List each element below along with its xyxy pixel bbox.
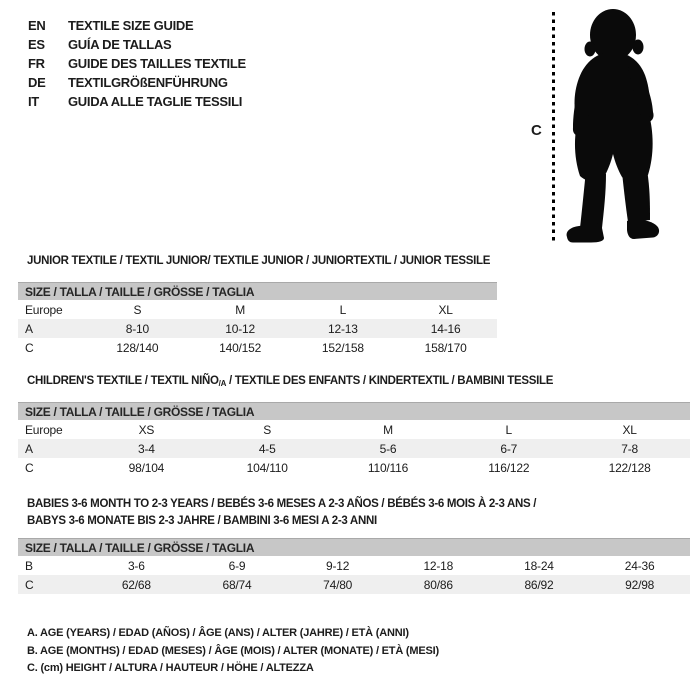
table-row-europe bbox=[18, 300, 497, 319]
lang-code: IT bbox=[28, 94, 39, 109]
cell: 74/80 bbox=[323, 577, 353, 592]
cell: 3-6 bbox=[127, 558, 145, 573]
title-text: CHILDREN'S TEXTILE / TEXTIL NIÑO bbox=[27, 375, 219, 387]
title-text: / TEXTILE DES ENFANTS / KINDERTEXTIL / BAMBINI TESSILE bbox=[226, 375, 554, 387]
cell: 80/86 bbox=[423, 577, 453, 592]
cell: 3-4 bbox=[138, 441, 155, 456]
cell: 122/128 bbox=[608, 460, 651, 475]
cell: 6-7 bbox=[500, 441, 518, 456]
row-label: C bbox=[25, 340, 34, 355]
row-label: B bbox=[25, 558, 33, 573]
table-row-age-years bbox=[18, 439, 690, 458]
cell: XL bbox=[622, 422, 637, 437]
lang-title: TEXTILGRÖßENFÜHRUNG bbox=[68, 75, 228, 90]
table-header-size: SIZE / TALLA / TAILLE / GRÖSSE / TAGLIA bbox=[18, 402, 690, 420]
cell: 140/152 bbox=[219, 340, 262, 355]
language-title-list bbox=[28, 16, 246, 111]
cell: 12-13 bbox=[328, 321, 358, 336]
cell: 5-6 bbox=[379, 441, 397, 456]
lang-code: ES bbox=[28, 37, 45, 52]
footnote-age-years: A. AGE (YEARS) / EDAD (AÑOS) / ÂGE (ANS) / ALTER (JAHRE) / ETÀ (ANNI) bbox=[27, 627, 409, 639]
lang-title: TEXTILE SIZE GUIDE bbox=[68, 18, 194, 33]
table-row-europe bbox=[18, 420, 690, 439]
lang-title: GUIDA ALLE TAGLIE TESSILI bbox=[68, 94, 243, 109]
lang-row-es bbox=[28, 35, 246, 54]
cell: 7-8 bbox=[621, 441, 638, 456]
cell: 4-5 bbox=[258, 441, 276, 456]
cell: XS bbox=[138, 422, 155, 437]
section-title-children bbox=[27, 373, 553, 392]
row-label: A bbox=[25, 441, 33, 456]
cell: 9-12 bbox=[326, 558, 350, 573]
cell: 18-24 bbox=[524, 558, 554, 573]
lang-title: GUIDE DES TAILLES TEXTILE bbox=[68, 56, 246, 71]
cell: S bbox=[263, 422, 272, 437]
cell: 68/74 bbox=[222, 577, 252, 592]
lang-row-en bbox=[28, 16, 246, 35]
cell: 98/104 bbox=[128, 460, 165, 475]
cell: S bbox=[133, 302, 142, 317]
cell: L bbox=[505, 422, 513, 437]
row-label: C bbox=[25, 577, 34, 592]
footnote-height: C. (cm) HEIGHT / ALTURA / HAUTEUR / HÖHE / ALTEZZA bbox=[27, 662, 314, 674]
cell: 128/140 bbox=[116, 340, 159, 355]
lang-row-de bbox=[28, 73, 246, 92]
section-title-babies-line1: BABIES 3-6 MONTH TO 2-3 YEARS / BEBÉS 3-6 MESES A 2-3 AÑOS / BÉBÉS 3-6 MOIS À 2-3 ANS / bbox=[27, 498, 537, 510]
cell: 12-18 bbox=[423, 558, 454, 573]
lang-row-it bbox=[28, 92, 246, 111]
cell: 10-12 bbox=[225, 321, 255, 336]
cell: 62/68 bbox=[121, 577, 151, 592]
cell: 158/170 bbox=[424, 340, 467, 355]
cell: L bbox=[339, 302, 347, 317]
cell: M bbox=[235, 302, 246, 317]
section-title-junior: JUNIOR TEXTILE / TEXTIL JUNIOR/ TEXTILE JUNIOR / JUNIORTEXTIL / JUNIOR TESSILE bbox=[27, 255, 491, 267]
table-header-size: SIZE / TALLA / TAILLE / GRÖSSE / TAGLIA bbox=[18, 538, 690, 556]
lang-code: FR bbox=[28, 56, 45, 71]
cell: 110/116 bbox=[367, 460, 409, 475]
cell: 14-16 bbox=[430, 321, 461, 336]
height-measure-dotted-line bbox=[552, 12, 555, 243]
section-title-babies-line2: BABYS 3-6 MONATE BIS 2-3 JAHRE / BAMBINI 3-6 MESI A 2-3 ANNI bbox=[27, 515, 377, 527]
footnote-age-months: B. AGE (MONTHS) / EDAD (MESES) / ÂGE (MOIS) / ALTER (MONATE) / ETÀ (MESI) bbox=[27, 644, 439, 657]
lang-code: DE bbox=[28, 75, 46, 90]
table-header-size: SIZE / TALLA / TAILLE / GRÖSSE / TAGLIA bbox=[18, 282, 497, 300]
row-label: Europe bbox=[25, 422, 63, 437]
cell: M bbox=[383, 422, 393, 437]
table-row-height bbox=[18, 575, 690, 594]
lang-title: GUÍA DE TALLAS bbox=[68, 37, 172, 52]
row-label: C bbox=[25, 460, 34, 475]
toddler-silhouette-icon bbox=[561, 8, 663, 248]
cell: 92/98 bbox=[625, 577, 655, 592]
children-size-table bbox=[18, 402, 690, 477]
height-measure-label: C bbox=[531, 122, 542, 139]
title-subscript: /A bbox=[218, 379, 227, 388]
junior-size-table bbox=[18, 282, 497, 357]
lang-row-fr bbox=[28, 54, 246, 73]
cell: 86/92 bbox=[524, 577, 554, 592]
babies-size-table bbox=[18, 538, 690, 594]
row-label: A bbox=[25, 321, 33, 336]
cell: 152/158 bbox=[321, 340, 364, 355]
footnote-legend bbox=[27, 625, 439, 678]
lang-code: EN bbox=[28, 18, 46, 33]
table-row-height bbox=[18, 458, 690, 477]
cell: XL bbox=[438, 302, 453, 317]
table-row-age-months bbox=[18, 556, 690, 575]
cell: 8-10 bbox=[125, 321, 149, 336]
table-row-height bbox=[18, 338, 497, 357]
cell: 116/122 bbox=[488, 460, 530, 475]
cell: 104/110 bbox=[246, 460, 288, 475]
table-row-age-years bbox=[18, 319, 497, 338]
cell: 24-36 bbox=[624, 558, 655, 573]
cell: 6-9 bbox=[228, 558, 246, 573]
row-label: Europe bbox=[25, 302, 63, 317]
